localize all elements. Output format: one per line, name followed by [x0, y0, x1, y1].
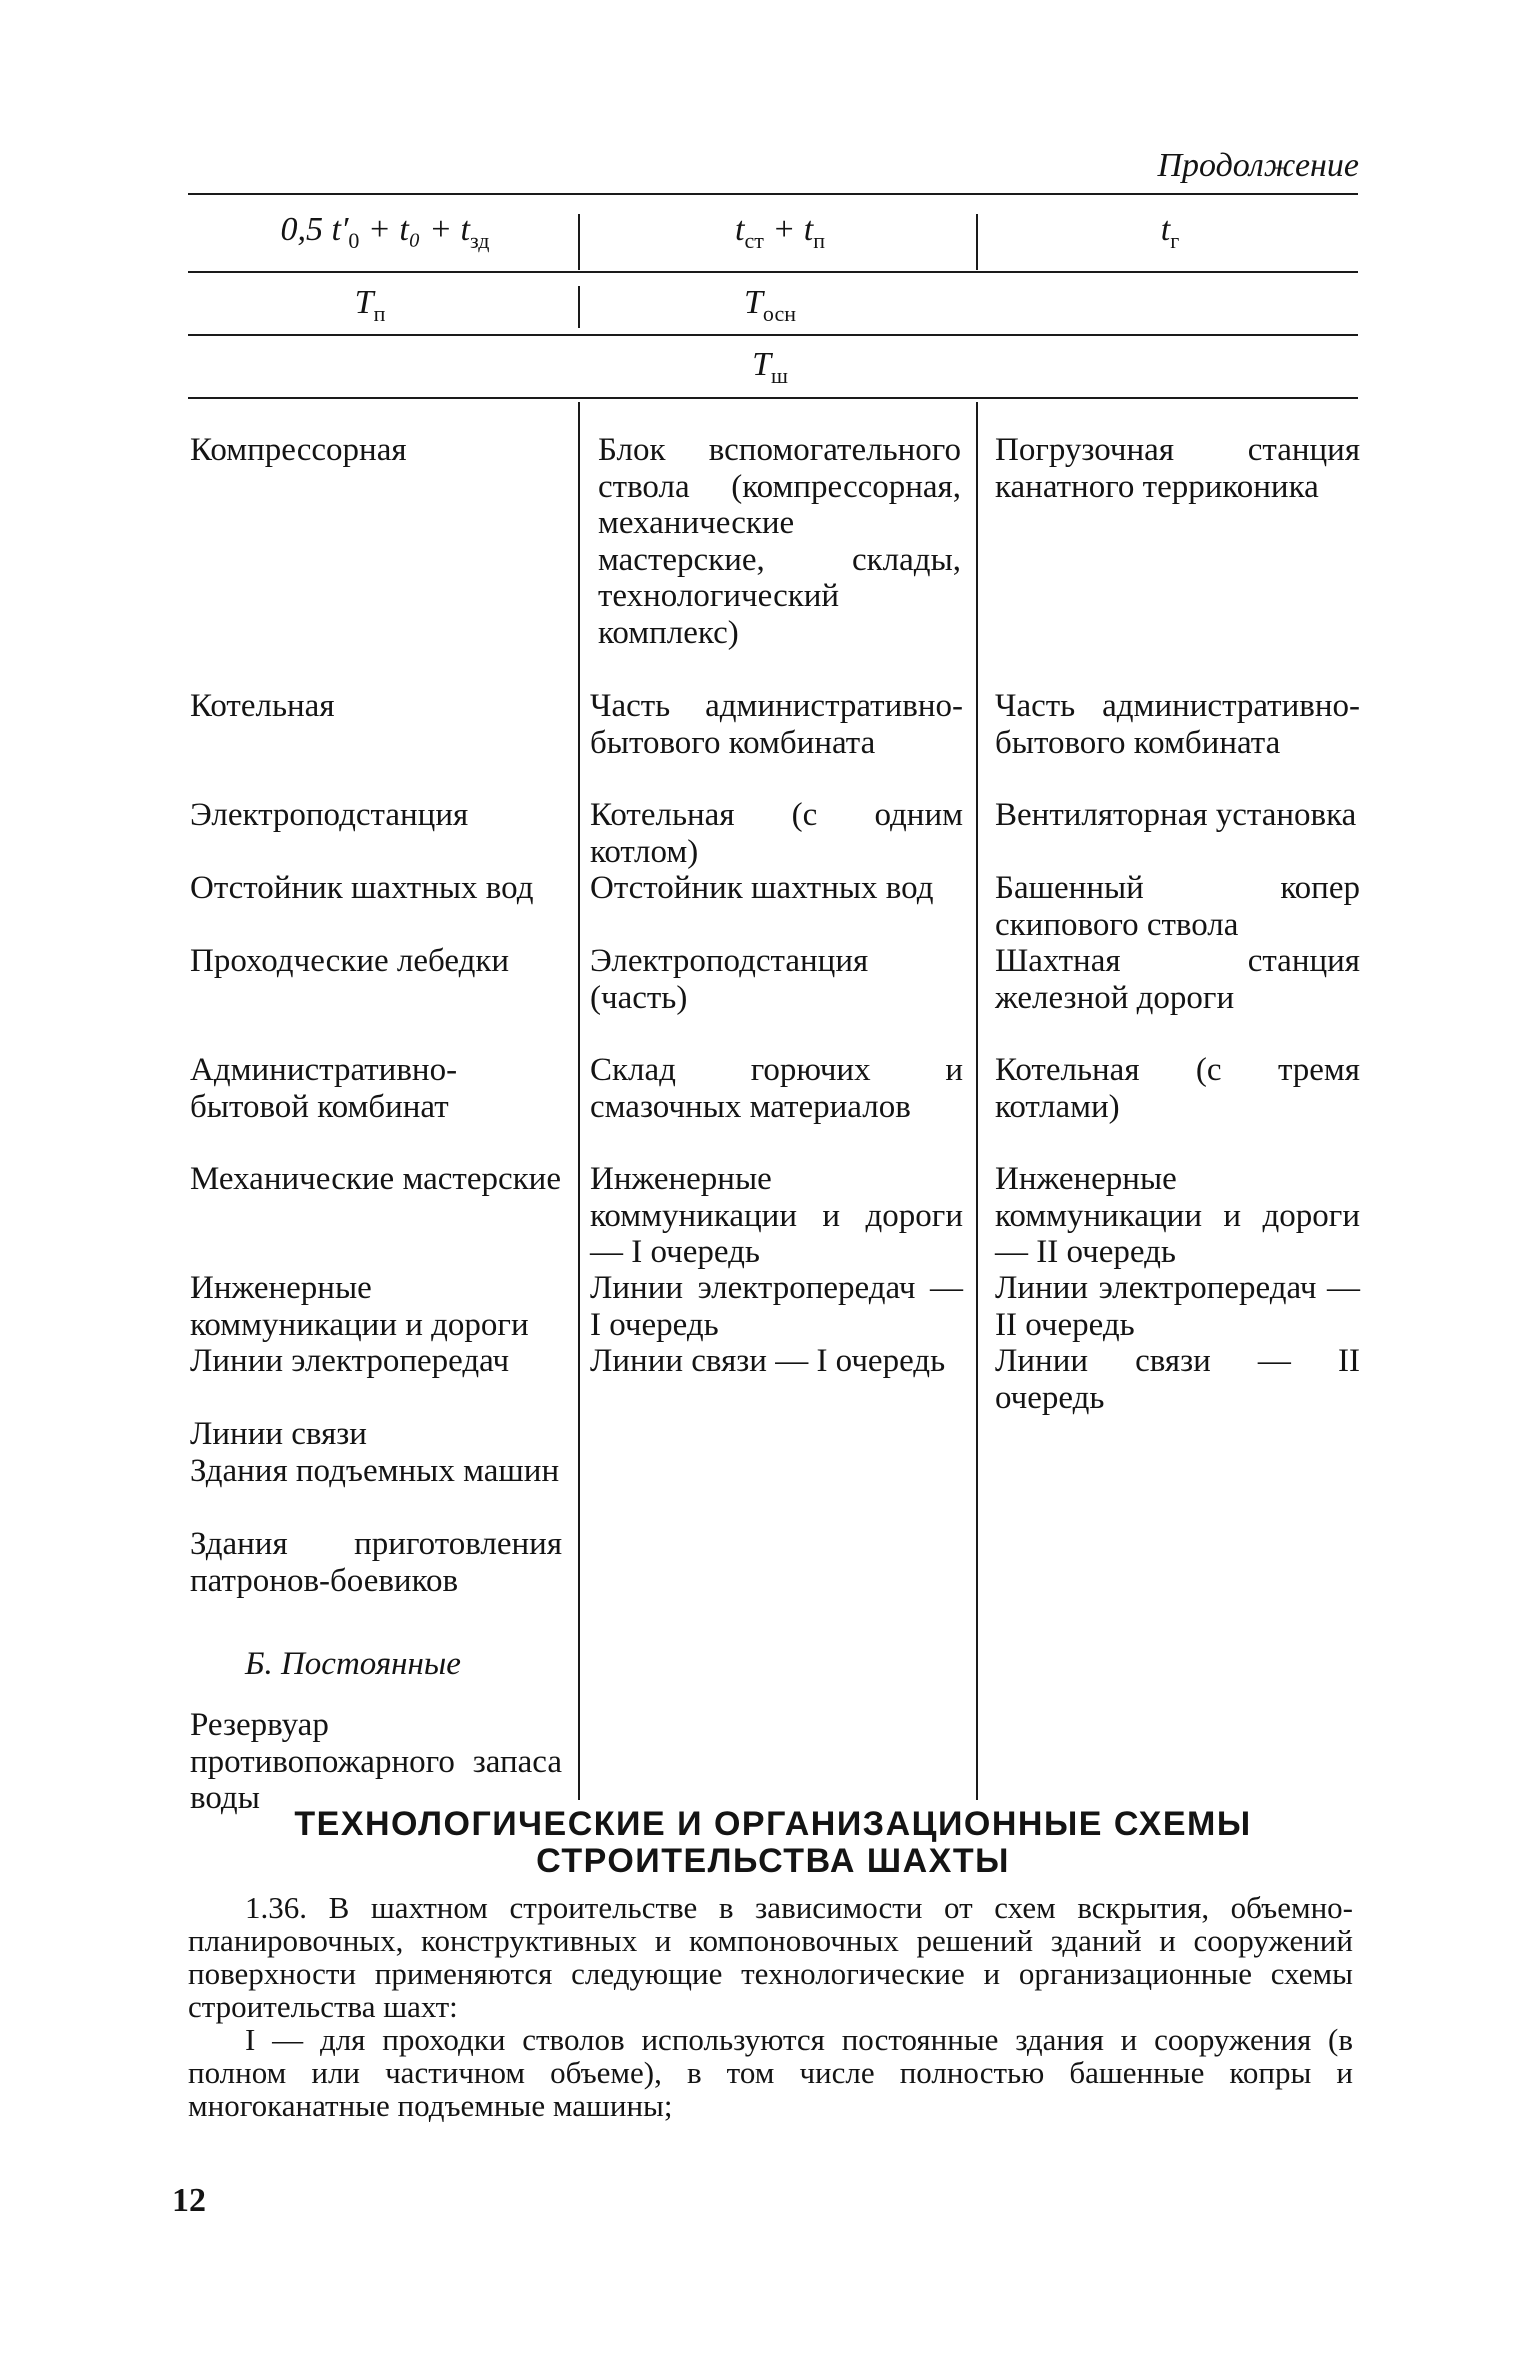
table-cell: Линии связи — II очередь — [995, 1343, 1360, 1416]
table-cell: Электроподстанция — [190, 797, 469, 833]
table-cell: Склад горючих и смазочных материалов — [590, 1052, 963, 1125]
header-formula-5: $T_{осн}$ — [743, 284, 796, 326]
table-cell: Котельная — [190, 688, 335, 724]
table-cell: Компрессорная — [190, 432, 407, 468]
column-divider — [976, 402, 978, 1800]
section-label: Б. Постоянные — [245, 1646, 461, 1682]
header-rule-1 — [188, 271, 1358, 273]
table-cell: Погрузочная станция канатного терриконика — [995, 432, 1360, 505]
header-rule-2 — [188, 334, 1358, 336]
table-cell: Электроподстанция (часть) — [590, 943, 869, 1016]
table-cell: Линии электропередач — II очередь — [995, 1270, 1360, 1343]
table-cell: Линии связи — [190, 1416, 367, 1452]
header-formula-1: 0,5 $t'_0 + t_0 + t_{зд}$ — [280, 211, 490, 253]
section-heading-line-1: ТЕХНОЛОГИЧЕСКИЕ И ОРГАНИЗАЦИОННЫЕ СХЕМЫ — [294, 1805, 1252, 1843]
header-formula-3: $t_г$ — [1160, 211, 1180, 253]
table-cell: Здания подъемных машин — [190, 1453, 560, 1489]
table-cell: Инженерные коммуникации и дороги — I очередь — [590, 1161, 963, 1270]
body-paragraph: 1.36. В шахтном строительстве в зависимости от схем вскрытия, объемно-планировочных, конструктивных и компоновочных решений зданий и сооружений поверхности применяются следующие технологические и организационные схемы строительства шахт: — [188, 1890, 1353, 2024]
table-top-rule — [188, 193, 1358, 195]
table-cell: Здания приготовления патронов-боевиков — [190, 1526, 562, 1599]
table-cell: Линии связи — I очередь — [590, 1343, 946, 1379]
header-divider — [578, 286, 580, 328]
table-cell: Механические мастерские — [190, 1161, 561, 1197]
table-cell: Вентиляторная установка — [995, 797, 1357, 833]
table-cell: Часть административно-бытового комбината — [995, 688, 1360, 761]
table-cell: Линии электропередач — I очередь — [590, 1270, 963, 1343]
table-cell: Отстойник шахтных вод — [590, 870, 934, 906]
table-cell: Инженерные коммуникации и дороги — II очередь — [995, 1161, 1360, 1270]
header-formula-2: $t_{ст} + t_п$ — [734, 211, 825, 253]
table-cell: Проходческие лебедки — [190, 943, 510, 979]
table-cell: Котельная (с тремя котлами) — [995, 1052, 1360, 1125]
column-divider — [578, 402, 580, 1800]
table-cell: Шахтная станция железной дороги — [995, 943, 1360, 1016]
header-rule-3 — [188, 397, 1358, 399]
table-cell: Инженерные коммуникации и дороги — [190, 1270, 529, 1343]
header-formula-6: $T_ш$ — [752, 346, 788, 388]
table-cell: Линии электропередач — [190, 1343, 510, 1379]
table-cell: Башенный копер скипового ствола — [995, 870, 1360, 943]
header-formula-4: $T_п$ — [354, 284, 386, 326]
section-heading-line-2: СТРОИТЕЛЬСТВА ШАХТЫ — [536, 1842, 1010, 1880]
table-cell: Часть административно-бытового комбината — [590, 688, 963, 761]
table-cell: Блок вспомогательного ствола (компрессорная, механические мастерские, склады, технологический комплекс) — [598, 432, 961, 651]
table-cell: Котельная (с одним котлом) — [590, 797, 963, 870]
table-cell: Административно-бытовой комбинат — [190, 1052, 458, 1125]
table-cell: Резервуар противопожарного запаса воды — [190, 1707, 562, 1816]
header-divider — [578, 214, 580, 270]
continuation-label: Продолжение — [1157, 147, 1359, 184]
page-number: 12 — [172, 2182, 206, 2219]
header-divider — [976, 214, 978, 270]
table-cell: Отстойник шахтных вод — [190, 870, 534, 906]
body-paragraph: I — для проходки стволов используются постоянные здания и сооружения (в полном или частичном объеме), в том числе полностью башенные копры и многоканатные подъемные машины; — [188, 2022, 1353, 2123]
